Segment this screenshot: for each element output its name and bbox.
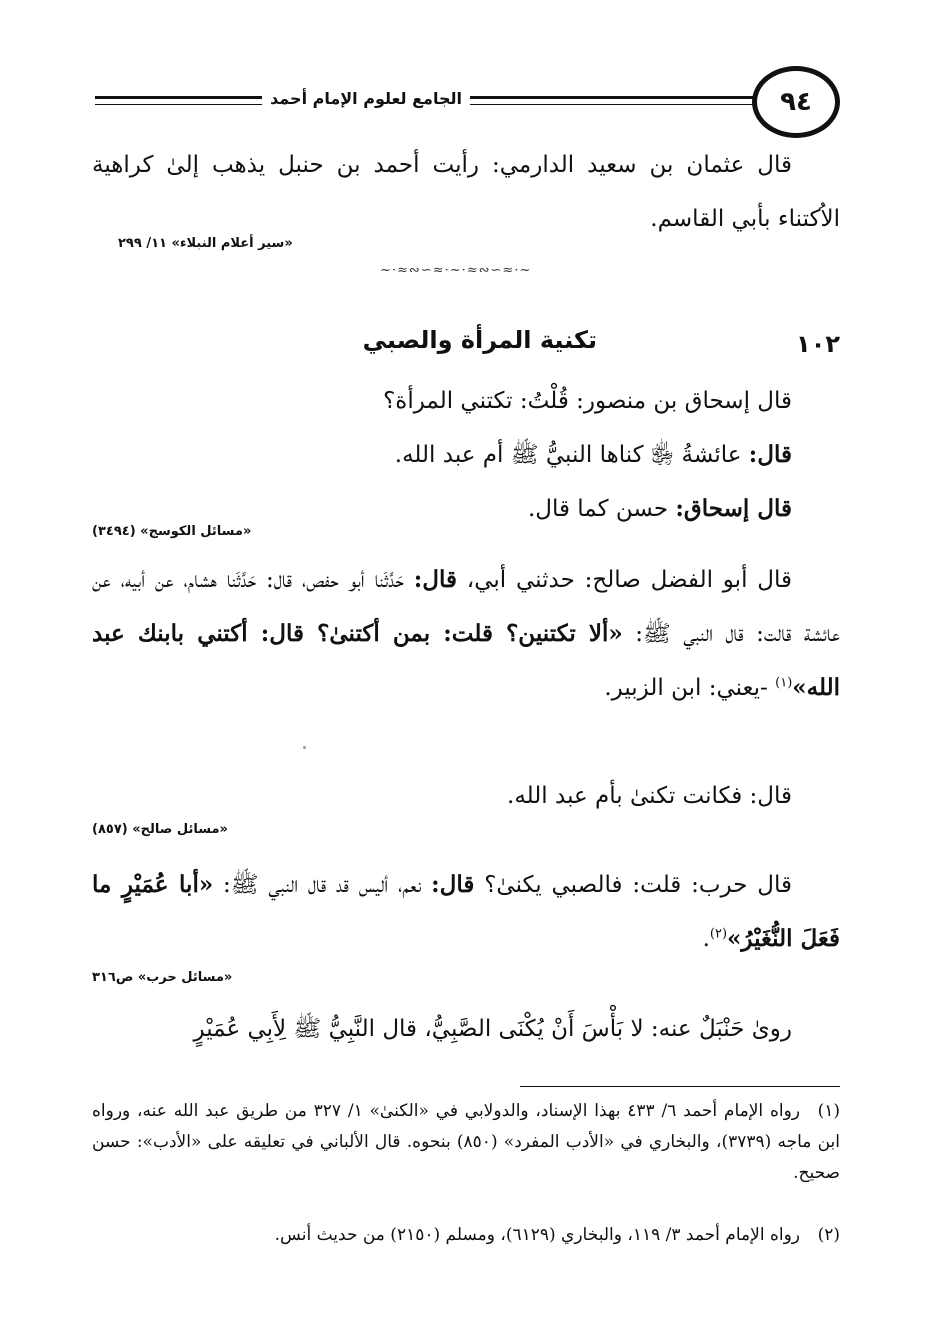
paragraph-salih-2: قال: فكانت تكنىٰ بأم عبد الله. <box>507 783 792 809</box>
footnote-1 <box>92 1096 840 1189</box>
text-run: قال أبو الفضل صالح: حدثني أبي، <box>456 567 792 593</box>
speck <box>303 746 306 749</box>
line-text: حسن كما قال. <box>527 496 676 522</box>
text-run: -يعني: ابن الزبير. <box>604 675 776 701</box>
citation-salih: «مسائل صالح» (٨٥٧) <box>92 822 228 837</box>
ishaq-line-2 <box>92 428 840 482</box>
footnote-text: رواه الإمام أحمد ٦/ ٤٣٣ بهذا الإسناد، والدولابي في «الكنىٰ» ١/ ٣٢٧ من طريق عبد الله عنه، ورواه ابن ماجه (٣٧٣٩)، والبخاري في «الأدب المفرد» (٨٥٠) بنحوه. قال الألباني في تعليقه على «الأدب»: حسن صحيح. <box>92 1101 840 1183</box>
text-run: حَدَّثَنا أبو حفص، قال: حَدَّثَنا هشام، عن أبيه، عن عائشة قالت: قال النبي ﷺ: <box>92 567 840 647</box>
citation-kawsaj: «مسائل الكوسج» (٣٤٩٤) <box>92 524 252 539</box>
footnote-separator <box>520 1086 840 1087</box>
hadith-quote: «أبا عُمَيْرٍ ما فَعَلَ النُّغَيْرُ» <box>92 871 840 952</box>
section-number: ١٠٢ <box>796 330 840 358</box>
hadith-quote: «ألا تكتنين؟ قلت: بمن أكتنىٰ؟ قال: أكتني بابنك عبد الله» <box>92 620 840 701</box>
speaker-label: قال إسحاق: <box>675 495 792 522</box>
paragraph-ishaq <box>92 374 840 536</box>
text-run: نعم، أليس قد قال النبي ﷺ: <box>213 872 432 898</box>
speaker-label: قال: <box>413 566 457 593</box>
footnote-text: رواه الإمام أحمد ٣/ ١١٩، والبخاري (٦١٢٩)، ومسلم (٢١٥٠) من حديث أنس. <box>274 1225 800 1245</box>
paragraph-harb <box>92 858 840 966</box>
footnote-number: (١) <box>817 1101 840 1121</box>
paragraph-darimi: قال عثمان بن سعيد الدارمي: رأيت أحمد بن حنبل يذهب إلىٰ كراهية الاُكتناء بأبي القاسم. <box>92 152 840 232</box>
page-number: ٩٤ <box>752 66 840 138</box>
ishaq-line-1: قال إسحاق بن منصور: قُلْتُ: تكتني المرأة؟ <box>383 388 792 414</box>
text-run: قال حرب: قلت: فالصبي يكنىٰ؟ <box>474 872 792 898</box>
speaker-label: قال: <box>431 871 475 898</box>
ornament-divider: ~·≈∾∽≈·~·≈∾∽≈·~ <box>380 263 532 278</box>
footnote-ref[interactable]: (١) <box>775 675 793 691</box>
footnote-2 <box>92 1220 840 1251</box>
section-title: تكنية المرأة والصبي <box>362 326 597 354</box>
footnote-number: (٢) <box>817 1225 840 1245</box>
paragraph-salih <box>92 553 840 715</box>
page-header <box>95 62 840 142</box>
line-text: عائشةُ ﵂ كناها النبيُّ ﷺ أم عبد الله. <box>394 442 749 468</box>
footnote-ref[interactable]: (٢) <box>709 926 728 942</box>
paragraph-hanbal: روىٰ حَنْبَلٌ عنه: لا بَأْسَ أَنْ يُكْنَى الصَّبِيُّ، قال النَّبِيُّ ﷺ لِأَبِي عُمَيْرٍ <box>193 1016 792 1042</box>
citation-siyar: «سير أعلام النبلاء» ١١/ ٢٩٩ <box>118 236 293 251</box>
speaker-label: قال: <box>748 441 792 468</box>
text-run: . <box>702 926 710 952</box>
running-title: الجامع لعلوم الإمام أحمد <box>262 89 470 108</box>
citation-harb: «مسائل حرب» ص٣١٦ <box>92 970 233 985</box>
